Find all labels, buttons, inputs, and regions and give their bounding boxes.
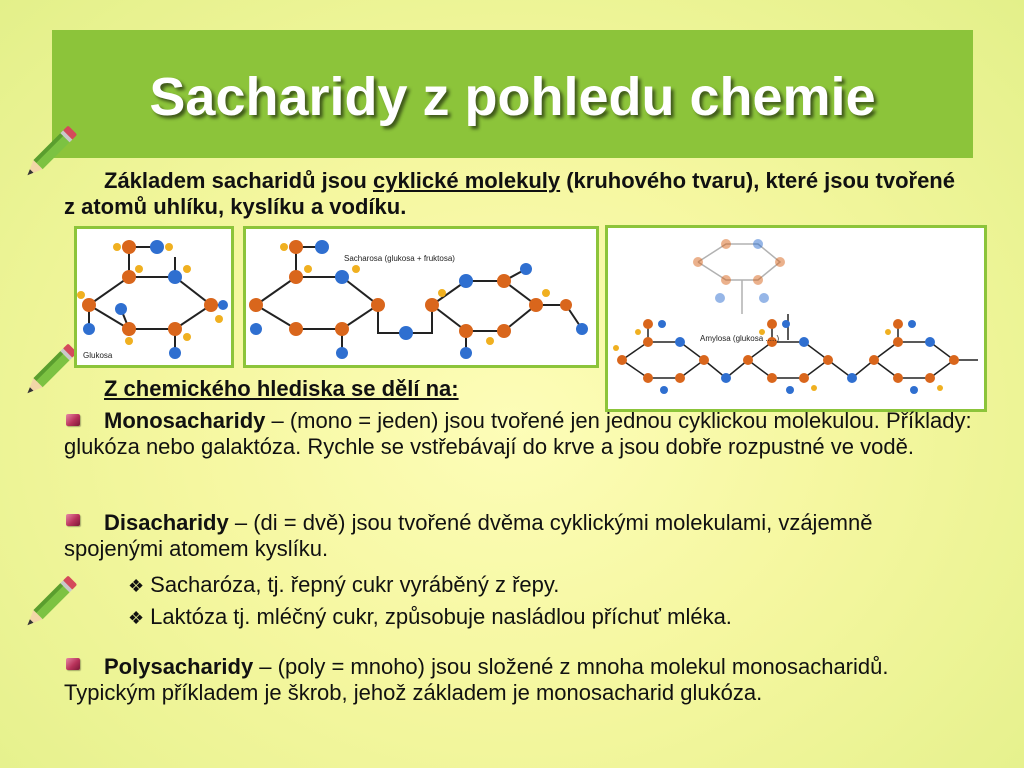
diamond-bullet-icon: ❖ — [128, 608, 145, 628]
cyclic-molecules-link[interactable]: cyklické molekuly — [372, 168, 561, 193]
item-term: Monosacharidy — [104, 408, 266, 433]
intro-part1: Základem sacharidů jsou — [104, 168, 373, 193]
sub-item-text: Sacharóza, tj. řepný cukr vyráběný z řepy. — [150, 572, 560, 597]
pencil-icon — [14, 568, 84, 638]
title-bar — [52, 30, 973, 158]
polysaccharides-item — [64, 654, 974, 706]
section-heading: Z chemického hlediska se dělí na: — [104, 376, 459, 401]
item-text: – (mono = jeden) jsou tvořené jen jednou cyklickou molekulou. Příklady: glukóza nebo galaktóza. Rychle se vstřebávají do krve a jsou dobře rozpustné ve vodě. — [64, 408, 972, 459]
sub-item-text: Laktóza tj. mléčný cukr, způsobuje nasládlou příchuť mléka. — [150, 604, 732, 629]
intro-text — [64, 168, 964, 220]
disaccharides-item — [64, 510, 974, 562]
slide-title: Sacharidy z pohledu chemie — [149, 67, 876, 127]
intro-part2: (kruhového tvaru), které jsou tvořené z atomů uhlíku, kyslíku a vodíku. — [64, 168, 955, 219]
item-text: – (poly = mnoho) jsou složené z mnoha molekul monosacharidů. Typickým příkladem je škrob, jehož základem je monosacharid glukóza. — [64, 654, 889, 705]
sucrose-caption: Sacharosa (glukosa + fruktosa) — [344, 254, 455, 263]
amylose-caption: Amylosa (glukosa .....) — [700, 334, 780, 343]
glucose-caption: Glukosa — [83, 351, 113, 360]
diamond-bullet-icon: ❖ — [128, 576, 145, 596]
monosaccharides-item — [64, 408, 974, 460]
item-term: Disacharidy — [104, 510, 229, 535]
sucrose-molecule-image — [243, 226, 599, 368]
item-term: Polysacharidy — [104, 654, 254, 679]
sub-item-sucrose — [128, 572, 559, 599]
sub-item-lactose — [128, 604, 732, 631]
amylose-molecule-image — [605, 225, 987, 412]
item-text: – (di = dvě) jsou tvořené dvěma cyklickými molekulami, vzájemně spojenými atomem kyslíku. — [64, 510, 873, 561]
glucose-molecule-image — [74, 226, 234, 368]
